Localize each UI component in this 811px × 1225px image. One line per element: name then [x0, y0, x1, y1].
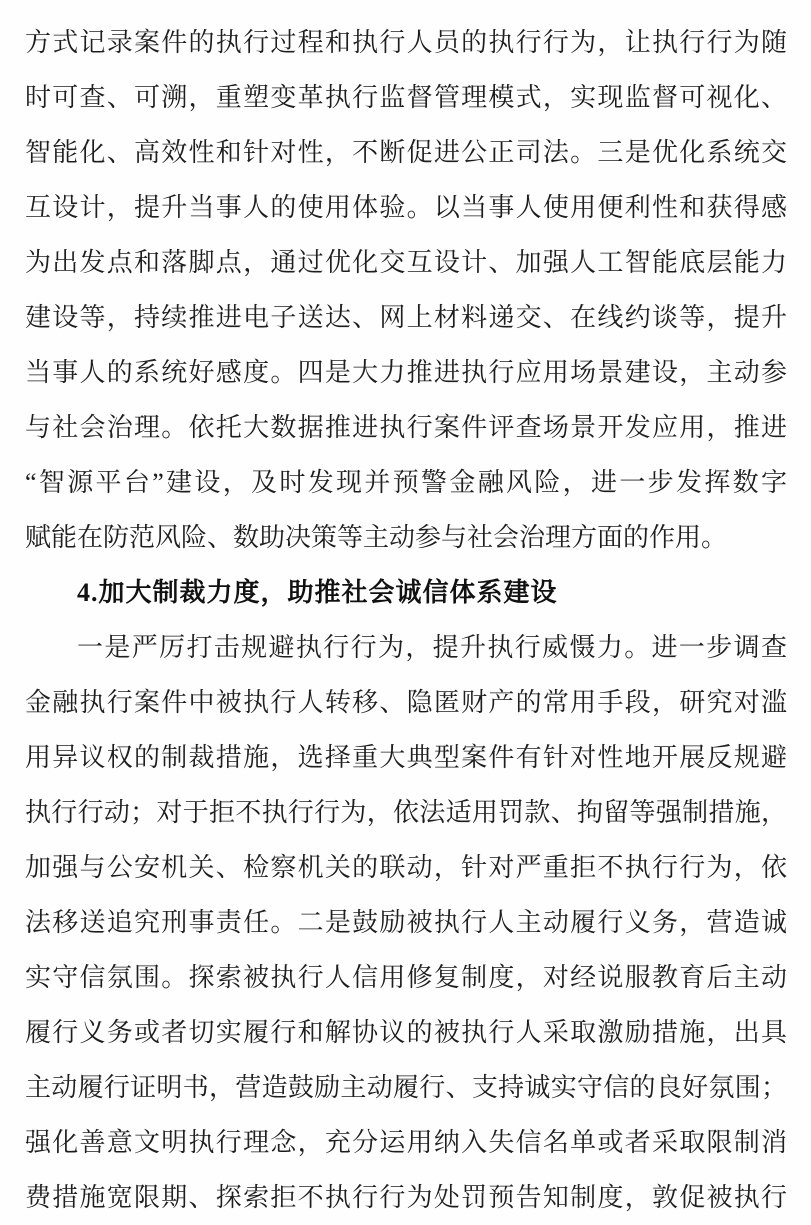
text-line: 实守信氛围。探索被执行人信用修复制度，对经说服教育后主动	[25, 963, 787, 992]
text-line: 建设等，持续推进电子送达、网上材料递交、在线约谈等，提升	[25, 303, 787, 332]
text-line: 法移送追究刑事责任。二是鼓励被执行人主动履行义务，营造诚	[25, 908, 787, 937]
text-line: 用异议权的制裁措施，选择重大典型案件有针对性地开展反规避	[25, 743, 787, 772]
text-line: 智能化、高效性和针对性，不断促进公正司法。三是优化系统交	[25, 138, 787, 167]
text-line: 金融执行案件中被执行人转移、隐匿财产的常用手段，研究对滥	[25, 688, 787, 717]
text-line: 赋能在防范风险、数助决策等主动参与社会治理方面的作用。	[25, 523, 728, 552]
text-line: 主动履行证明书，营造鼓励主动履行、支持诚实守信的良好氛围；	[25, 1073, 787, 1102]
text-line: 强化善意文明执行理念，充分运用纳入失信名单或者采取限制消	[25, 1128, 787, 1157]
text-line: 与社会治理。依托大数据推进执行案件评查场景开发应用，推进	[25, 413, 787, 442]
text-line: 时可查、可溯，重塑变革执行监督管理模式，实现监督可视化、	[25, 83, 787, 112]
text-line: 费措施宽限期、探索拒不执行行为处罚预告知制度，敦促被执行	[25, 1183, 787, 1212]
text-line: 履行义务或者切实履行和解协议的被执行人采取激励措施，出具	[25, 1018, 787, 1047]
text-line: 一是严厉打击规避执行行为，提升执行威慑力。进一步调查	[77, 633, 787, 662]
text-line: 为出发点和落脚点，通过优化交互设计、加强人工智能底层能力	[25, 248, 787, 277]
text-line: 加强与公安机关、检察机关的联动，针对严重拒不执行行为，依	[25, 853, 787, 882]
text-line: “智源平台”建设，及时发现并预警金融风险，进一步发挥数字	[25, 468, 787, 497]
section-heading: 4.加大制裁力度，助推社会诚信体系建设	[77, 578, 558, 607]
text-line: 执行行动；对于拒不执行行为，依法适用罚款、拘留等强制措施，	[25, 798, 787, 827]
text-line: 互设计，提升当事人的使用体验。以当事人使用便利性和获得感	[25, 193, 787, 222]
text-line: 方式记录案件的执行过程和执行人员的执行行为，让执行行为随	[25, 28, 787, 57]
text-line: 当事人的系统好感度。四是大力推进执行应用场景建设，主动参	[25, 358, 787, 387]
